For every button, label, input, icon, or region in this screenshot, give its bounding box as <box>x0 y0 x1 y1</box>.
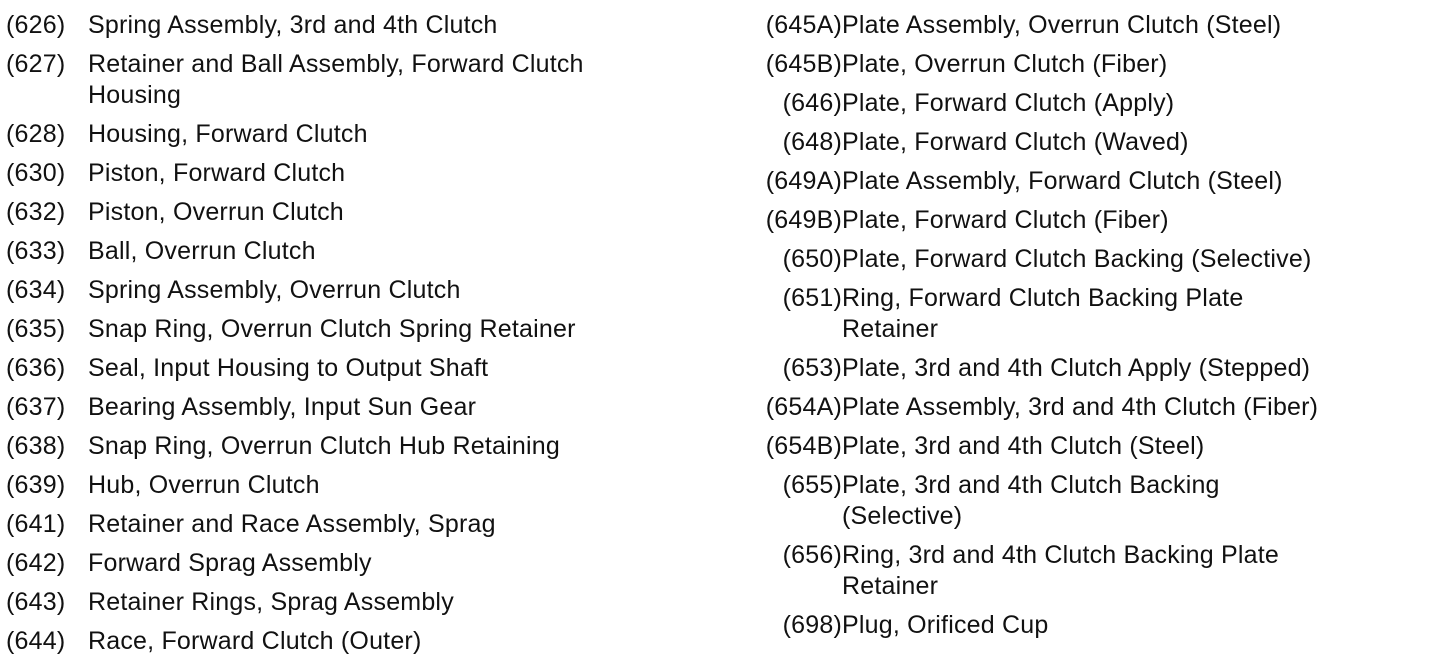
part-number: (642) <box>6 549 66 577</box>
part-number: (641) <box>6 510 66 538</box>
part-number: (656) <box>782 541 842 569</box>
list-item <box>6 10 706 41</box>
part-description: Forward Sprag Assembly <box>88 549 372 577</box>
part-number: (632) <box>6 198 66 226</box>
part-description: Piston, Forward Clutch <box>88 159 346 187</box>
list-item <box>6 470 706 501</box>
part-number: (636) <box>6 354 66 382</box>
list-item <box>6 548 706 579</box>
list-item <box>6 431 706 462</box>
part-description: Plate, Forward Clutch (Waved) <box>842 128 1189 156</box>
part-number: (639) <box>6 471 66 499</box>
part-number: (698) <box>782 611 842 639</box>
part-description: Plate, 3rd and 4th Clutch Apply (Stepped) <box>842 354 1311 382</box>
part-number: (649A) <box>765 167 842 195</box>
part-number: (646) <box>782 89 842 117</box>
list-item <box>6 275 706 306</box>
part-number: (627) <box>6 50 66 78</box>
part-number: (645A) <box>765 11 842 39</box>
part-number: (651) <box>782 284 842 312</box>
list-item <box>740 431 1430 462</box>
part-description: Plate, Forward Clutch Backing (Selective) <box>842 245 1312 273</box>
part-number: (655) <box>782 471 842 499</box>
part-number: (654B) <box>765 432 842 460</box>
part-description: Hub, Overrun Clutch <box>88 471 320 499</box>
part-description: Plate Assembly, Overrun Clutch (Steel) <box>842 11 1282 39</box>
part-description: Plate, 3rd and 4th Clutch Backing (Selective) <box>842 471 1220 530</box>
part-number: (649B) <box>765 206 842 234</box>
part-description: Piston, Overrun Clutch <box>88 198 344 226</box>
part-description: Plate Assembly, Forward Clutch (Steel) <box>842 167 1283 195</box>
parts-list-right-column <box>740 10 1430 649</box>
part-description: Retainer Rings, Sprag Assembly <box>88 588 454 616</box>
list-item <box>740 244 1430 275</box>
list-item <box>6 119 706 150</box>
list-item <box>740 610 1430 641</box>
list-item <box>6 49 706 111</box>
list-item <box>740 470 1430 532</box>
part-number: (653) <box>782 354 842 382</box>
part-number: (638) <box>6 432 66 460</box>
part-description: Retainer and Race Assembly, Sprag <box>88 510 496 538</box>
part-description: Retainer and Ball Assembly, Forward Clutch Housing <box>88 50 584 109</box>
part-number: (630) <box>6 159 66 187</box>
list-item <box>740 283 1430 345</box>
list-item <box>740 205 1430 236</box>
list-item <box>6 392 706 423</box>
part-number: (628) <box>6 120 66 148</box>
part-number: (633) <box>6 237 66 265</box>
list-item <box>740 353 1430 384</box>
list-item <box>6 197 706 228</box>
list-item <box>6 158 706 189</box>
part-number: (626) <box>6 11 66 39</box>
list-item <box>740 166 1430 197</box>
part-description: Snap Ring, Overrun Clutch Spring Retainer <box>88 315 576 343</box>
part-description: Ring, Forward Clutch Backing Plate Retainer <box>842 284 1244 343</box>
part-description: Plate, 3rd and 4th Clutch (Steel) <box>842 432 1205 460</box>
part-description: Spring Assembly, 3rd and 4th Clutch <box>88 11 498 39</box>
part-description: Plate, Forward Clutch (Fiber) <box>842 206 1169 234</box>
part-number: (650) <box>782 245 842 273</box>
list-item <box>740 540 1430 602</box>
part-number: (643) <box>6 588 66 616</box>
parts-list-left-column <box>6 10 706 665</box>
part-number: (648) <box>782 128 842 156</box>
part-number: (644) <box>6 627 66 655</box>
list-item <box>740 10 1430 41</box>
list-item <box>740 127 1430 158</box>
list-item <box>6 314 706 345</box>
list-item <box>6 587 706 618</box>
part-number: (637) <box>6 393 66 421</box>
part-description: Plate, Overrun Clutch (Fiber) <box>842 50 1168 78</box>
list-item <box>6 626 706 657</box>
part-description: Plate Assembly, 3rd and 4th Clutch (Fiber) <box>842 393 1319 421</box>
part-number: (634) <box>6 276 66 304</box>
part-number: (645B) <box>765 50 842 78</box>
part-description: Bearing Assembly, Input Sun Gear <box>88 393 477 421</box>
part-number: (635) <box>6 315 66 343</box>
part-description: Seal, Input Housing to Output Shaft <box>88 354 489 382</box>
list-item <box>740 392 1430 423</box>
part-description: Race, Forward Clutch (Outer) <box>88 627 422 655</box>
part-description: Housing, Forward Clutch <box>88 120 368 148</box>
part-description: Ball, Overrun Clutch <box>88 237 316 265</box>
list-item <box>6 236 706 267</box>
part-description: Snap Ring, Overrun Clutch Hub Retaining <box>88 432 560 460</box>
part-number: (654A) <box>765 393 842 421</box>
list-item <box>6 509 706 540</box>
list-item <box>740 88 1430 119</box>
part-description: Plate, Forward Clutch (Apply) <box>842 89 1175 117</box>
part-description: Spring Assembly, Overrun Clutch <box>88 276 461 304</box>
part-description: Ring, 3rd and 4th Clutch Backing Plate Retainer <box>842 541 1280 600</box>
list-item <box>740 49 1430 80</box>
part-description: Plug, Orificed Cup <box>842 611 1049 639</box>
list-item <box>6 353 706 384</box>
